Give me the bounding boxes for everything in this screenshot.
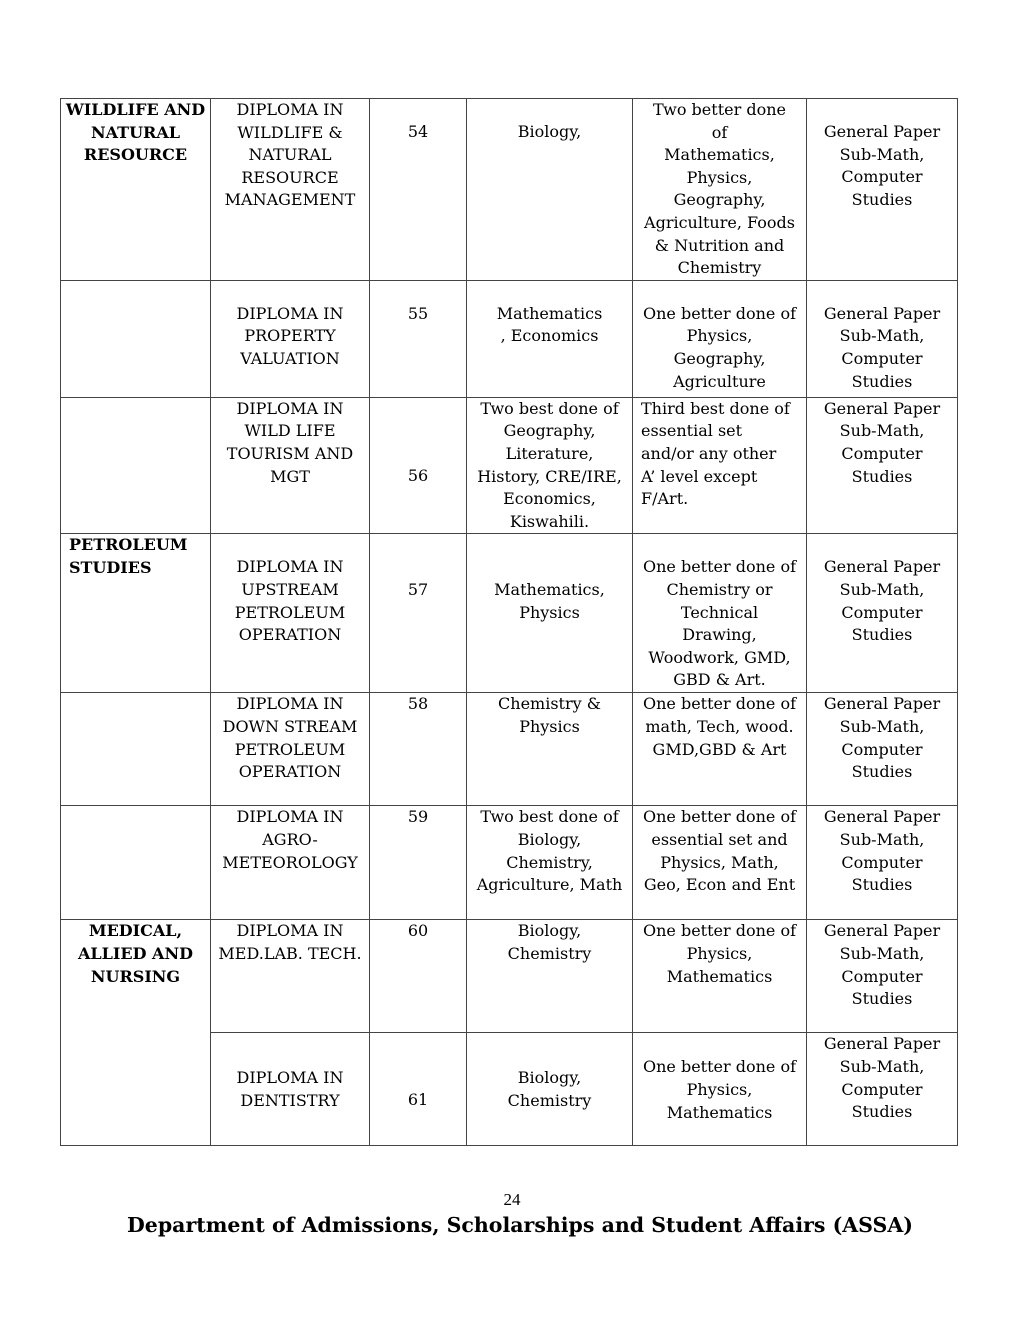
table-row [61,99,958,281]
essential-subjects-cell: Biology, Chemistry [467,920,633,1033]
relevant-subjects-cell: Third best done of essential set and/or any other A’ level except F/Art. [633,397,807,534]
relevant-subjects-cell: Two better done of Mathematics, Physics, Geography, Agriculture, Foods & Nutrition and Chemistry [633,99,807,281]
table-row [61,693,958,806]
code-cell: 55 [370,280,467,397]
programme-cell: DIPLOMA IN PROPERTY VALUATION [211,280,370,397]
programme-cell: DIPLOMA IN WILD LIFE TOURISM AND MGT [211,397,370,534]
faculty-cell [61,397,211,534]
relevant-subjects-cell: One better done of essential set and Physics, Math, Geo, Econ and Ent [633,806,807,920]
programmes-table [60,98,958,1146]
code-cell: 57 [370,534,467,693]
faculty-cell [61,806,211,920]
code-cell: 61 [370,1033,467,1146]
relevant-subjects-cell: One better done of Chemistry or Technical Drawing, Woodwork, GMD, GBD & Art. [633,534,807,693]
faculty-cell [61,693,211,806]
essential-subjects-cell: Chemistry & Physics [467,693,633,806]
relevant-subjects-cell: One better done of Physics, Mathematics [633,920,807,1033]
faculty-cell: PETROLEUM STUDIES [61,534,211,693]
table-row [61,397,958,534]
code-cell: 58 [370,693,467,806]
subsidiary-subjects-cell: General Paper Sub-Math, Computer Studies [807,99,958,281]
code-cell: 59 [370,806,467,920]
relevant-subjects-cell: One better done of Physics, Mathematics [633,1033,807,1146]
subsidiary-subjects-cell: General Paper Sub-Math, Computer Studies [807,920,958,1033]
subsidiary-subjects-cell: General Paper Sub-Math, Computer Studies [807,280,958,397]
code-cell: 54 [370,99,467,281]
essential-subjects-cell: Mathematics, Physics [467,534,633,693]
table-row [61,534,958,693]
programme-cell: DIPLOMA IN WILDLIFE & NATURAL RESOURCE MANAGEMENT [211,99,370,281]
subsidiary-subjects-cell: General Paper Sub-Math, Computer Studies [807,806,958,920]
subsidiary-subjects-cell: General Paper Sub-Math, Computer Studies [807,397,958,534]
table-row [61,920,958,1033]
programme-cell: DIPLOMA IN DOWN STREAM PETROLEUM OPERATION [211,693,370,806]
subsidiary-subjects-cell: General Paper Sub-Math, Computer Studies [807,693,958,806]
faculty-cell: WILDLIFE AND NATURAL RESOURCE [61,99,211,281]
programme-cell: DIPLOMA IN UPSTREAM PETROLEUM OPERATION [211,534,370,693]
code-cell: 56 [370,397,467,534]
table-row [61,806,958,920]
programme-cell: DIPLOMA IN MED.LAB. TECH. [211,920,370,1033]
essential-subjects-cell: Biology, Chemistry [467,1033,633,1146]
relevant-subjects-cell: One better done of Physics, Geography, Agriculture [633,280,807,397]
code-cell: 60 [370,920,467,1033]
programme-cell: DIPLOMA IN AGRO- METEOROLOGY [211,806,370,920]
faculty-cell: MEDICAL, ALLIED AND NURSING [61,920,211,1146]
page-number: 24 [503,1190,521,1209]
subsidiary-subjects-cell: General Paper Sub-Math, Computer Studies [807,1033,958,1146]
faculty-cell [61,280,211,397]
essential-subjects-cell: Biology, [467,99,633,281]
essential-subjects-cell: Two best done of Geography, Literature, History, CRE/IRE, Economics, Kiswahili. [467,397,633,534]
table-row [61,280,958,397]
essential-subjects-cell: Mathematics , Economics [467,280,633,397]
footer-title: Department of Admissions, Scholarships and Student Affairs (ASSA) [127,1213,913,1237]
programme-cell: DIPLOMA IN DENTISTRY [211,1033,370,1146]
subsidiary-subjects-cell: General Paper Sub-Math, Computer Studies [807,534,958,693]
relevant-subjects-cell: One better done of math, Tech, wood. GMD,GBD & Art [633,693,807,806]
essential-subjects-cell: Two best done of Biology, Chemistry, Agriculture, Math [467,806,633,920]
